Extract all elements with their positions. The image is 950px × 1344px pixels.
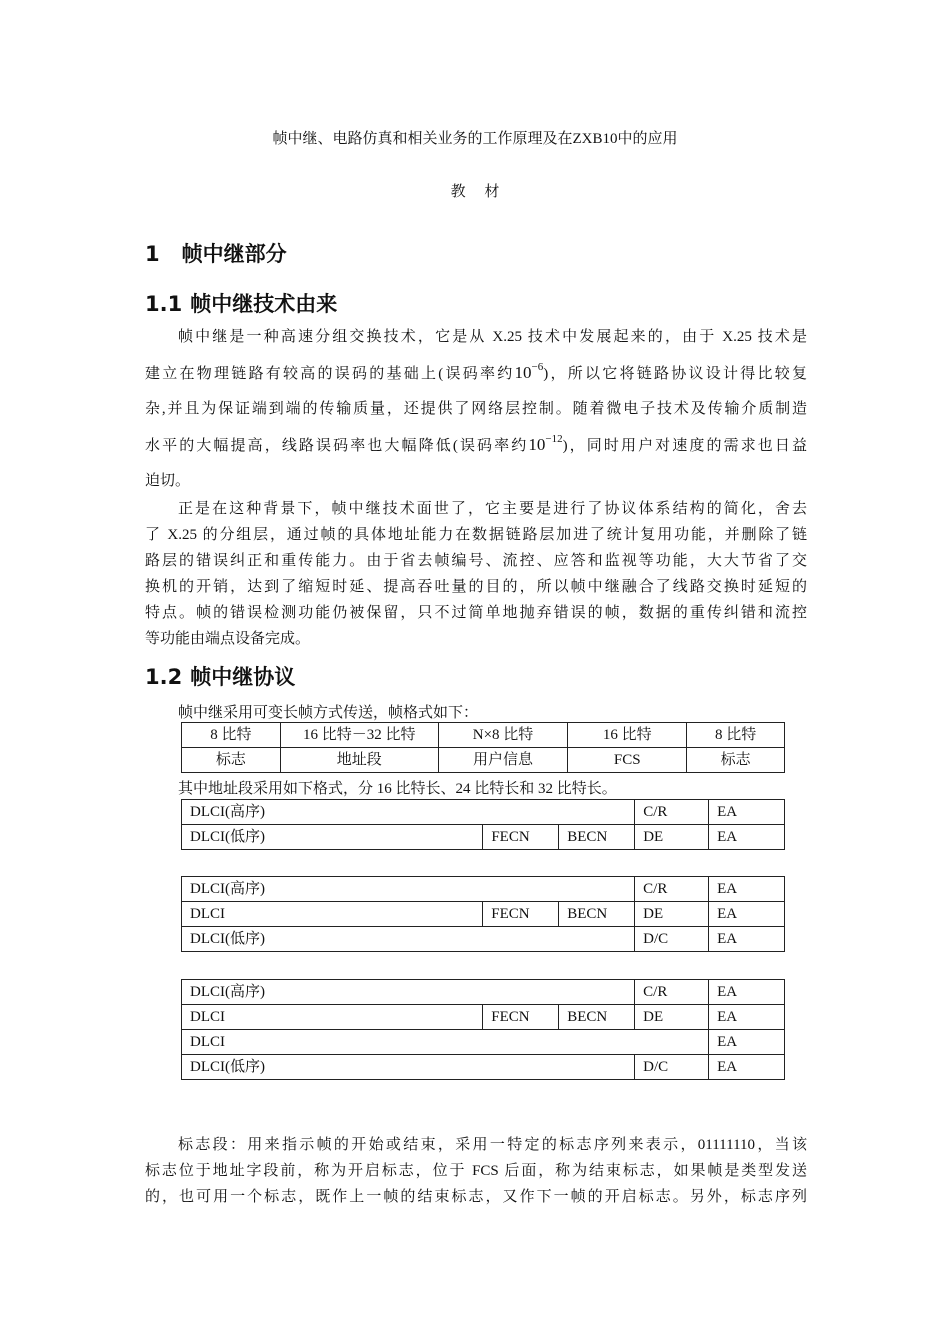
table-cell: 8 比特 (687, 723, 785, 748)
text-line: 等功能由端点设备完成。 (145, 631, 311, 647)
table-cell: EA (709, 1055, 785, 1080)
section-title: 帧中继技术由来 (190, 292, 338, 316)
table-row (182, 980, 785, 1005)
frame-format-intro: 帧中继采用可变长帧方式传送，帧格式如下： (178, 705, 479, 721)
table-cell: C/R (635, 877, 709, 902)
table-cell: EA (709, 902, 785, 927)
table-cell: DE (635, 825, 709, 850)
table-row (182, 1055, 785, 1080)
address-format-intro: 其中地址段采用如下格式，分 16 比特长、24 比特长和 32 比特长。 (178, 781, 617, 797)
table-cell: FECN (483, 902, 559, 927)
paragraph-flag-field (145, 1132, 807, 1210)
table-cell: DLCI(低序) (182, 1055, 635, 1080)
table-cell: FECN (483, 1005, 559, 1030)
heading-section-1-1 (145, 288, 337, 318)
table-row (182, 1030, 785, 1055)
table-row (182, 723, 785, 748)
table-cell: N×8 比特 (438, 723, 568, 748)
table-cell: 标志 (182, 748, 281, 773)
table-cell: DLCI (182, 1030, 709, 1055)
text-line: 换机的开销，达到了缩短时延、提高吞吐量的目的，所以帧中继融合了线路交换时延短的 (145, 579, 807, 595)
table-cell: BECN (559, 902, 635, 927)
text-line: 了 X.25 的分组层，通过帧的具体地址能力在数据链路层加进了统计复用功能，并删除了链 (145, 527, 807, 543)
table-cell: D/C (635, 927, 709, 952)
table-cell: DLCI(低序) (182, 825, 483, 850)
table-cell: 16 比特 (568, 723, 687, 748)
section-number: 1 (145, 242, 160, 266)
table-cell: DLCI(高序) (182, 877, 635, 902)
exponent-expr: $10^{-12}$ (528, 433, 563, 454)
table-row (182, 800, 785, 825)
table-cell: EA (709, 980, 785, 1005)
text-line: 路层的错误纠正和重传能力。由于省去帧编号、流控、应答和监视等功能，大大节省了交 (145, 553, 807, 569)
text-line: 迫切。 (145, 473, 191, 489)
table-cell: 16 比特－32 比特 (280, 723, 438, 748)
section-title: 帧中继协议 (190, 665, 296, 689)
text-line: 标志位于地址字段前，称为开启标志，位于 FCS 后面，称为结束标志，如果帧是类型发送 (145, 1163, 807, 1179)
doc-subtitle: 教 材 (450, 184, 500, 200)
table-cell: DE (635, 1005, 709, 1030)
exponent-expr: $10^{-6}$ (514, 361, 544, 382)
table-cell: DLCI (182, 902, 483, 927)
section-title: 帧中继部分 (181, 242, 287, 266)
table-row (182, 927, 785, 952)
table-cell: BECN (559, 825, 635, 850)
table-cell: 标志 (687, 748, 785, 773)
text-line: 杂,并且为保证端到端的传输质量，还提供了网络层控制。随着微电子技术及传输介质制造 (145, 401, 807, 417)
table-cell: EA (709, 1005, 785, 1030)
section-number: 1.2 (145, 665, 183, 689)
text-line: 的，也可用一个标志，既作上一帧的结束标志，又作下一帧的开启标志。另外，标志序列 (145, 1189, 807, 1205)
table-cell: EA (709, 1030, 785, 1055)
address-table-16bit (181, 799, 785, 850)
table-cell: FECN (483, 825, 559, 850)
table-row (182, 1005, 785, 1030)
table-cell: BECN (559, 1005, 635, 1030)
address-table-32bit (181, 979, 785, 1080)
text-line: 特点。帧的错误检测功能仍被保留，只不过简单地抛弃错误的帧，数据的重传纠错和流控 (145, 605, 807, 621)
table-cell: C/R (635, 980, 709, 1005)
table-cell: DLCI(高序) (182, 800, 635, 825)
table-cell: EA (709, 927, 785, 952)
table-cell: DLCI(低序) (182, 927, 635, 952)
text-line: 建立在物理链路有较高的误码的基础上(误码率约$10^{-6}$)，所以它将链路协议设计得比较复 (145, 361, 808, 382)
heading-section-1-2 (145, 661, 295, 691)
table-cell: FCS (568, 748, 687, 773)
table-row (182, 877, 785, 902)
table-cell: 8 比特 (182, 723, 281, 748)
frame-format-table (181, 722, 785, 773)
table-cell: DE (635, 902, 709, 927)
table-cell: 用户信息 (438, 748, 568, 773)
paragraph-origin-2 (145, 496, 807, 652)
table-cell: C/R (635, 800, 709, 825)
table-cell: EA (709, 877, 785, 902)
table-cell: EA (709, 800, 785, 825)
heading-section-1 (145, 238, 287, 268)
section-number: 1.1 (145, 292, 183, 316)
table-row (182, 825, 785, 850)
table-cell: EA (709, 825, 785, 850)
text-line: 水平的大幅提高，线路误码率也大幅降低(误码率约$10^{-12}$)，同时用户对速度的需求也日益 (145, 433, 808, 454)
table-cell: DLCI(高序) (182, 980, 635, 1005)
text-line: 正是在这种背景下，帧中继技术面世了，它主要是进行了协议体系结构的简化，舍去 (178, 501, 807, 517)
paragraph-origin-1 (145, 324, 807, 494)
text-line: 帧中继是一种高速分组交换技术，它是从 X.25 技术中发展起来的，由于 X.25 技术是 (178, 329, 807, 345)
address-table-24bit (181, 876, 785, 952)
table-row (182, 748, 785, 773)
table-cell: 地址段 (280, 748, 438, 773)
table-row (182, 902, 785, 927)
doc-title: 帧中继、电路仿真和相关业务的工作原理及在ZXB10中的应用 (272, 131, 678, 147)
table-cell: DLCI (182, 1005, 483, 1030)
table-cell: D/C (635, 1055, 709, 1080)
text-line: 标志段：用来指示帧的开始或结束，采用一特定的标志序列来表示，01111110，当该 (178, 1137, 807, 1153)
